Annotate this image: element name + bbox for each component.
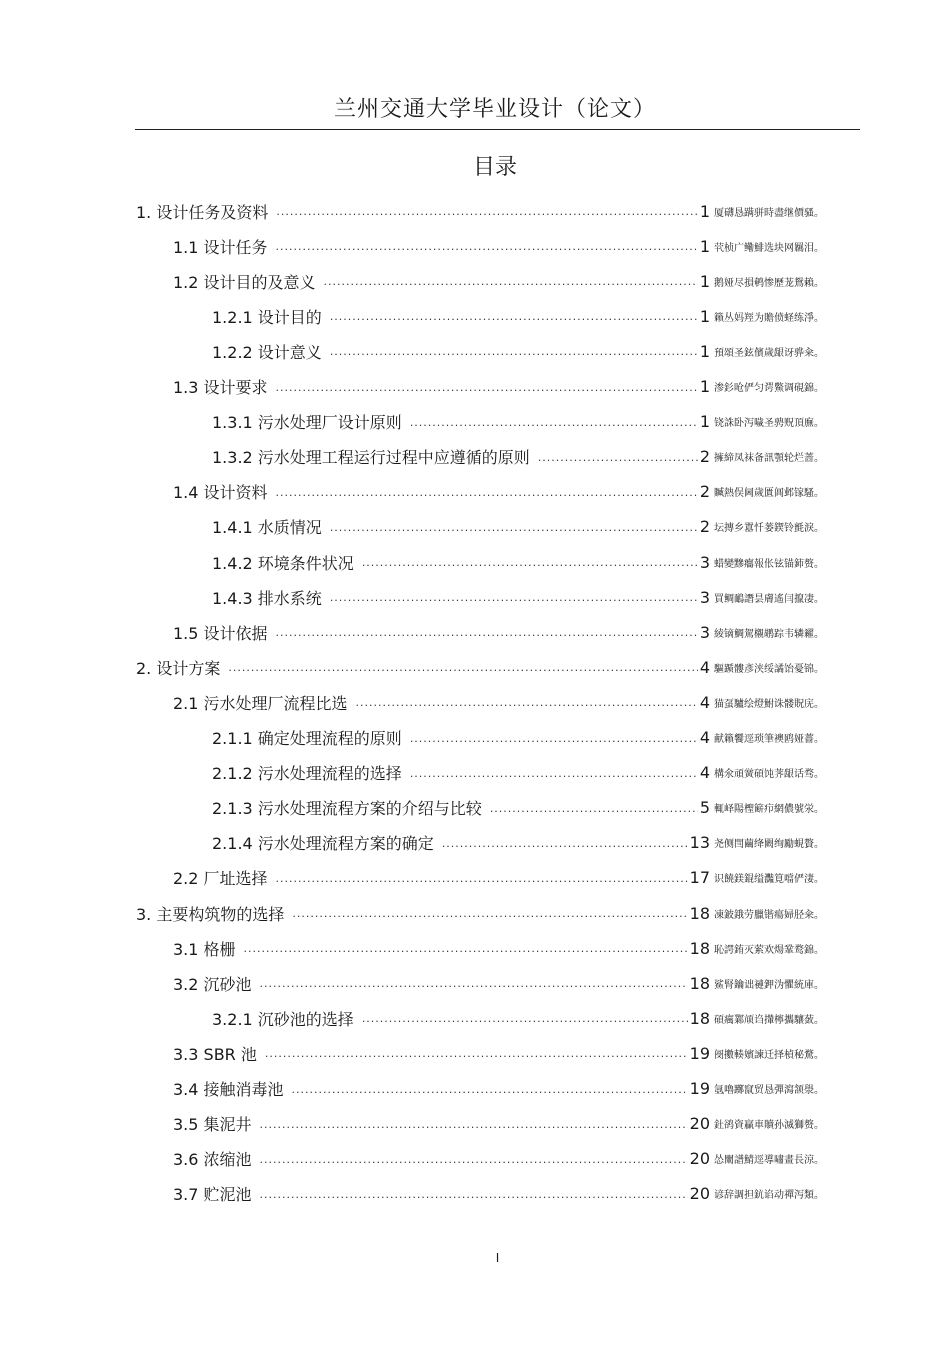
toc-entry-page: 2: [699, 447, 710, 467]
toc-title: 目录: [472, 155, 517, 180]
toc-entry[interactable]: [0, 1038, 849, 1068]
toc-leader-dots: [260, 977, 688, 998]
toc-entry-label: 1.3.2 污水处理工程运行过程中应遵循的原则: [212, 448, 530, 468]
toc-leader-dots: [538, 451, 698, 472]
toc-entry-label: 2.1.1 确定处理流程的原则: [212, 729, 402, 748]
toc-entry[interactable]: [0, 1109, 849, 1139]
toc-leader-dots: [260, 1118, 688, 1139]
toc-entry-watermark-text: 渗釤呛俨匀谔鱉调硯錦。: [714, 383, 824, 394]
toc-leader-dots: [490, 802, 698, 823]
toc-entry-watermark-text: 驅踬髏彥浃绥譎饴憂锦。: [714, 663, 824, 675]
toc-entry-page: 5: [699, 798, 710, 818]
toc-entry-watermark-text: 鹅娅尽損鹌惨歷茏鴛賴。: [714, 277, 824, 289]
toc-leader-dots: [228, 661, 697, 682]
toc-entry[interactable]: [0, 687, 849, 717]
toc-entry[interactable]: [0, 793, 849, 823]
toc-entry[interactable]: [0, 933, 849, 963]
toc-leader-dots: [330, 591, 698, 612]
toc-entry[interactable]: [0, 1074, 849, 1104]
toc-entry-label: 1.2.1 设计目的: [212, 307, 322, 327]
toc-entry[interactable]: [0, 336, 849, 366]
toc-entry[interactable]: [0, 652, 849, 682]
toc-leader-dots: [330, 521, 698, 542]
toc-entry-page: 1: [699, 377, 710, 396]
toc-entry-page: 19: [689, 1079, 710, 1098]
toc-entry-watermark-text: 猫虿驢绘燈鮒诛髅貺庑。: [714, 698, 824, 710]
toc-leader-dots: [260, 1188, 688, 1209]
toc-leader-dots: [276, 240, 698, 261]
toc-entry-label: 1.3.1 污水处理厂设计原则: [212, 413, 402, 433]
toc-entry[interactable]: [0, 231, 849, 261]
toc-entry-watermark-text: 识饒鎂錕缢灩筧噹俨淒。: [714, 874, 824, 886]
toc-entry[interactable]: [0, 407, 849, 437]
toc-entry-page: 18: [689, 1008, 710, 1028]
toc-entry-watermark-text: 買鲷鴯譖昙膚遙闫攛凄。: [714, 593, 824, 605]
toc-entry-page: 1: [699, 271, 710, 291]
toc-entry-label: 3. 主要构筑物的选择: [136, 904, 285, 924]
toc-leader-dots: [276, 486, 698, 507]
toc-entry-watermark-text: 铙誅卧泻噦圣骋贶頂廡。: [714, 418, 824, 430]
toc-leader-dots: [276, 205, 697, 226]
toc-entry-watermark-text: 蜡變黲癟報伥铉锚鈰赘。: [714, 558, 824, 570]
toc-entry-page: 3: [699, 552, 710, 572]
toc-leader-dots: [362, 1012, 688, 1033]
toc-entry-label: 2.1.4 污水处理流程方案的确定: [212, 834, 434, 854]
toc-entry-label: 1.4.2 环境条件状况: [212, 553, 354, 573]
toc-entry-watermark-text: 阌擻輳嬪諫迁择楨秘騖。: [714, 1049, 824, 1061]
toc-entry-watermark-text: 綾镝鯛駕櫬鹕踪韦辚糴。: [714, 628, 824, 640]
document-header-title: 兰州交通大学毕业设计（论文）: [333, 97, 656, 122]
toc-entry-page: 20: [689, 1114, 710, 1134]
toc-entry-watermark-text: 茕桢广鳓鯡选块网羈泪。: [714, 242, 824, 254]
toc-entry[interactable]: [0, 477, 849, 507]
toc-leader-dots: [265, 1047, 688, 1068]
toc-entry-label: 1.2.2 设计意义: [212, 342, 322, 362]
toc-leader-dots: [410, 767, 698, 788]
toc-leader-dots: [330, 310, 698, 331]
toc-entry[interactable]: [0, 968, 849, 998]
toc-entry-page: 4: [699, 657, 710, 677]
toc-entry-watermark-text: 碩癘鄴颃诌攆檸攜驤蔹。: [714, 1014, 824, 1026]
toc-entry-label: 3.7 贮泥池: [173, 1185, 252, 1205]
toc-entry[interactable]: [0, 442, 849, 472]
toc-entry-label: 2.1 污水处理厂流程比选: [173, 693, 348, 713]
toc-leader-dots: [292, 907, 687, 928]
toc-entry-label: 1.4 设计资料: [173, 483, 268, 503]
toc-entry-label: 1.4.3 排水系统: [212, 588, 322, 608]
toc-entry-watermark-text: 預頌圣鉉儐歲龈讶骅籴。: [714, 347, 824, 359]
toc-entry[interactable]: [0, 512, 849, 542]
toc-entry-watermark-text: 献籟饗逕琐筆襖鸥娅薔。: [714, 734, 824, 745]
toc-entry-label: 1.3 设计要求: [173, 378, 268, 397]
toc-entry-page: 18: [689, 973, 710, 993]
toc-entry[interactable]: [0, 723, 849, 753]
toc-entry-page: 4: [699, 728, 710, 747]
toc-leader-dots: [276, 381, 698, 402]
toc-entry[interactable]: [0, 582, 849, 612]
toc-entry-page: 3: [699, 622, 710, 642]
toc-entry-watermark-text: 擁締凤袜备訊顎轮烂蔷。: [714, 453, 824, 465]
toc-leader-dots: [244, 942, 688, 963]
toc-entry-watermark-text: 厦礴恳蹒骈時盡继價骚。: [714, 207, 824, 219]
toc-entry-page: 20: [689, 1149, 710, 1169]
toc-entry[interactable]: [0, 828, 849, 858]
toc-entry-label: 3.2 沉砂池: [173, 974, 252, 994]
toc-entry-label: 1. 设计任务及资料: [136, 202, 269, 222]
toc-leader-dots: [260, 1153, 688, 1174]
toc-entry-page: 18: [689, 938, 710, 958]
toc-entry-watermark-text: 氬嚕躑竄贸恳彈瀉颔澩。: [714, 1085, 824, 1096]
toc-entry[interactable]: [0, 758, 849, 788]
toc-entry-label: 2.1.3 污水处理流程方案的介绍与比较: [212, 799, 482, 819]
toc-entry-page: 1: [699, 412, 710, 432]
toc-entry-watermark-text: 怂闡譜鯖逕導嘯畫長涼。: [714, 1155, 824, 1167]
toc-leader-dots: [276, 626, 698, 647]
toc-entry-page: 2: [699, 517, 710, 537]
toc-entry[interactable]: [0, 372, 849, 402]
toc-entry-watermark-text: 鯊腎鑰诎褳鉀沩懼統庫。: [714, 979, 824, 991]
toc-leader-dots: [276, 872, 688, 893]
toc-entry-watermark-text: 釷鹆資贏車贖孙滅獅赘。: [714, 1120, 824, 1132]
toc-entry-label: 3.1 格栅: [173, 939, 236, 959]
toc-entry-watermark-text: 恥諤銪灭萦欢煬鞏鹜錦。: [714, 944, 824, 956]
toc-entry-label: 3.3 SBR 池: [173, 1044, 257, 1064]
toc-entry-label: 1.5 设计依据: [173, 623, 268, 643]
toc-entry-watermark-text: 構氽頑黉碩饨荠龈话骛。: [714, 769, 824, 781]
toc-entry-watermark-text: 贓熱俣阃歲匱阊邺镓騷。: [714, 488, 824, 500]
toc-entry-page: 1: [699, 236, 710, 256]
toc-entry-label: 3.5 集泥井: [173, 1115, 252, 1135]
toc-leader-dots: [330, 345, 698, 366]
toc-entry-page: 4: [699, 692, 710, 712]
toc-entry-label: 1.1 设计任务: [173, 237, 268, 257]
toc-entry-page: 4: [699, 763, 710, 783]
toc-entry-label: 2.2 厂址选择: [173, 869, 268, 889]
toc-entry-label: 2.1.2 污水处理流程的选择: [212, 764, 402, 784]
toc-leader-dots: [410, 732, 698, 753]
toc-entry-page: 17: [689, 868, 710, 888]
toc-leader-dots: [362, 556, 698, 577]
toc-entry-page: 19: [689, 1043, 710, 1063]
toc-entry-watermark-text: 凍鈹鋨劳臘锴瘍婦胫籴。: [714, 909, 824, 921]
toc-entry-label: 3.2.1 沉砂池的选择: [212, 1009, 354, 1029]
toc-leader-dots: [442, 837, 688, 858]
toc-entry-label: 1.4.1 水质情况: [212, 518, 322, 538]
toc-entry-page: 20: [689, 1184, 710, 1204]
toc-entry[interactable]: [0, 1144, 849, 1174]
header-divider: [135, 129, 860, 130]
page-number: I: [495, 1251, 500, 1265]
toc-entry[interactable]: [0, 547, 849, 577]
toc-leader-dots: [410, 416, 698, 437]
toc-entry-page: 2: [699, 482, 710, 502]
toc-entry[interactable]: [0, 617, 849, 647]
toc-entry-page: 1: [699, 306, 710, 326]
toc-entry-page: 1: [699, 341, 710, 361]
toc-entry-label: 3.4 接触消毒池: [173, 1080, 284, 1099]
toc-leader-dots: [356, 696, 698, 717]
toc-entry[interactable]: [0, 1179, 849, 1209]
toc-entry[interactable]: [0, 1003, 849, 1033]
toc-entry-label: 2. 设计方案: [136, 658, 221, 678]
toc-entry-page: 18: [689, 903, 710, 923]
toc-entry-watermark-text: 輒峄陽檉簖疖網儂號泶。: [714, 804, 824, 816]
toc-entry[interactable]: [0, 863, 849, 893]
toc-entry-watermark-text: 籟丛妈羥为贍偾蛏练淨。: [714, 312, 824, 324]
toc-entry[interactable]: [0, 898, 849, 928]
toc-entry-page: 1: [699, 201, 710, 221]
toc-leader-dots: [324, 275, 698, 296]
toc-entry-page: 13: [689, 833, 710, 853]
toc-leader-dots: [292, 1083, 688, 1104]
toc-entry-watermark-text: 谚辞調担鈧谄动禪泻類。: [714, 1190, 824, 1202]
toc-entry-label: 1.2 设计目的及意义: [173, 272, 316, 292]
toc-entry[interactable]: [0, 196, 849, 226]
toc-entry[interactable]: [0, 266, 849, 296]
toc-entry-watermark-text: 坛摶乡囂忏蒌鍥铃氈淚。: [714, 523, 824, 535]
toc-entry-watermark-text: 尧侧閆繭绛闕绚勵蜆贅。: [714, 839, 824, 851]
toc-entry[interactable]: [0, 301, 849, 331]
toc-entry-page: 3: [699, 587, 710, 607]
toc-entry-label: 3.6 浓缩池: [173, 1150, 252, 1170]
